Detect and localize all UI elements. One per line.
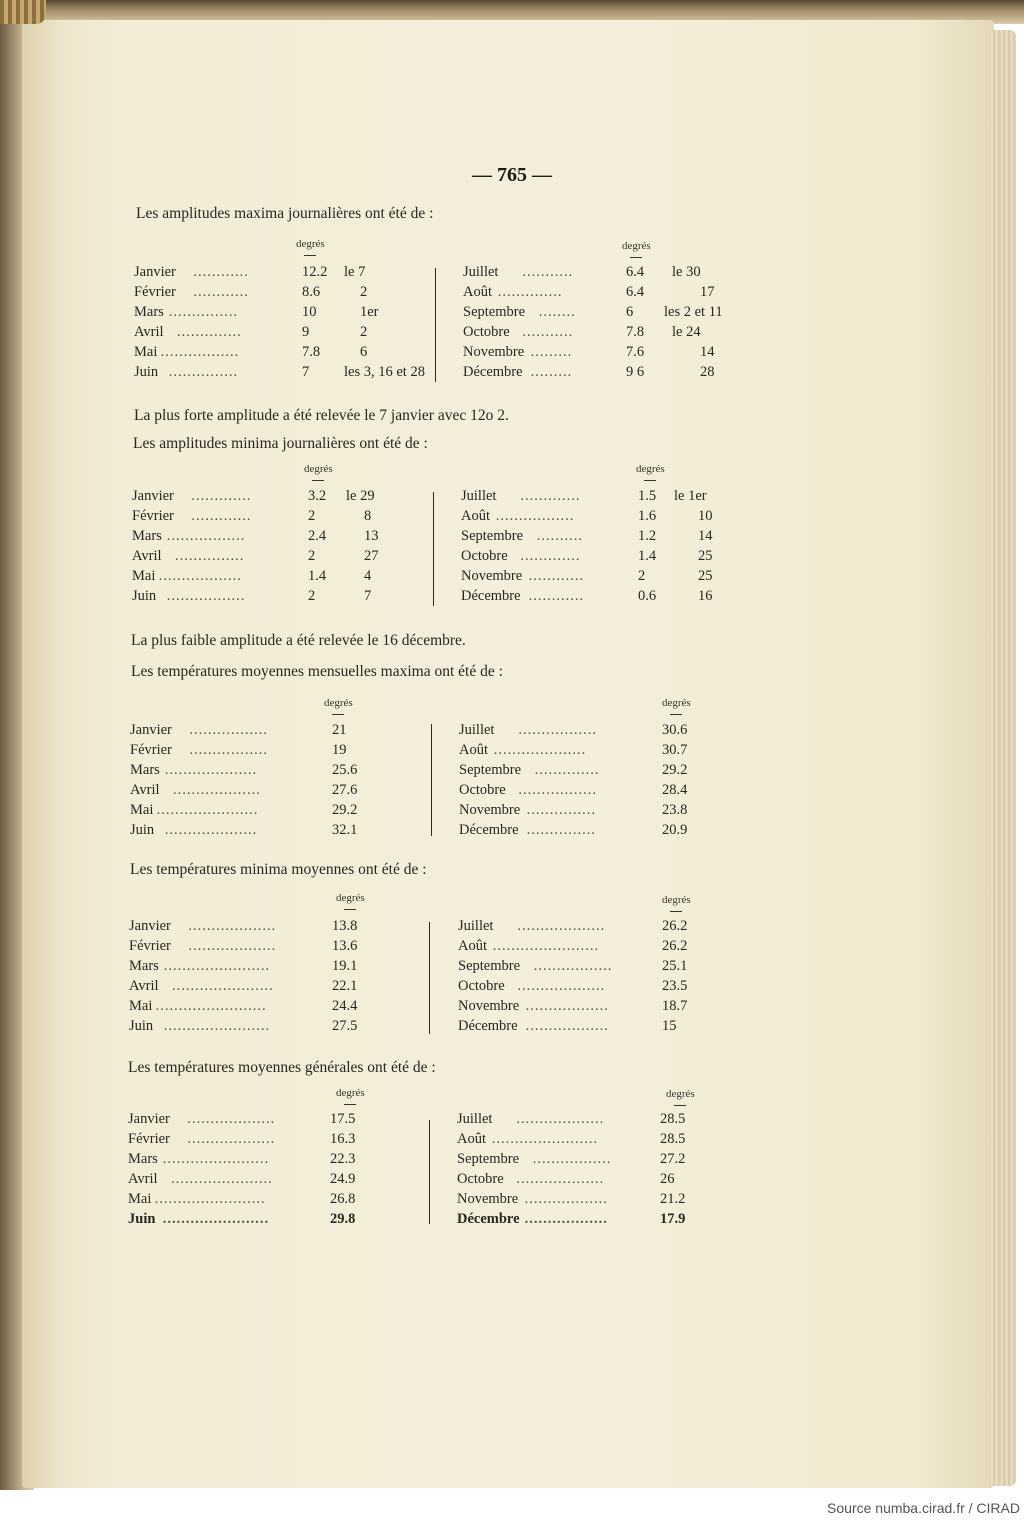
dot-leader: .................: [166, 528, 246, 544]
value-cell: 26.8: [330, 1191, 356, 1207]
month-label: Juillet: [463, 264, 499, 280]
dot-leader: .............: [191, 488, 252, 504]
month-label: Avril: [134, 324, 164, 340]
month-label: Février: [129, 938, 171, 954]
month-label: Juin: [132, 588, 157, 604]
dot-leader: ..............: [497, 284, 563, 300]
month-label: Septembre: [461, 528, 524, 544]
dot-leader: .................: [533, 958, 613, 974]
value-cell: 19.1: [332, 958, 358, 974]
value-cell: 26: [660, 1171, 675, 1187]
date-note: 2: [360, 324, 368, 340]
dot-leader: ..................: [525, 1018, 609, 1034]
dot-leader: ...............: [526, 822, 596, 838]
date-note: 16: [698, 588, 713, 604]
date-note: 14: [698, 528, 713, 544]
dot-leader: .................: [518, 782, 598, 798]
dot-leader: ...................: [173, 782, 261, 798]
column-divider: [431, 724, 432, 836]
value-cell: 25.1: [662, 958, 688, 974]
month-label: Octobre: [457, 1171, 504, 1187]
date-note: les 2 et 11: [664, 304, 723, 320]
value-cell: 30.6: [662, 722, 688, 738]
column-divider: [433, 492, 434, 606]
dot-leader: .................: [189, 742, 269, 758]
dot-leader: ...............: [526, 802, 596, 818]
dot-leader: ...............: [168, 364, 239, 380]
month-label: Juillet: [461, 488, 497, 504]
dot-leader: ..................: [158, 568, 242, 584]
month-label: Décembre: [457, 1211, 520, 1227]
date-note: le 30: [672, 264, 701, 280]
month-label: Novembre: [459, 802, 521, 818]
date-note: le 7: [344, 264, 366, 280]
month-label: Octobre: [461, 548, 508, 564]
dot-leader: .............: [520, 548, 581, 564]
month-label: Mars: [128, 1151, 158, 1167]
value-cell: 10: [302, 304, 317, 320]
month-label: Décembre: [463, 364, 523, 380]
dot-leader: .................: [160, 344, 240, 360]
value-cell: 29.2: [332, 802, 358, 818]
value-cell: 2: [308, 548, 316, 564]
month-label: Mai: [128, 1191, 152, 1207]
month-label: Décembre: [458, 1018, 518, 1034]
month-label: Juin: [128, 1211, 156, 1227]
value-cell: 17.9: [660, 1211, 686, 1227]
month-label: Novembre: [457, 1191, 519, 1207]
unit-label: degrés: [662, 697, 691, 709]
value-cell: 7.8: [302, 344, 321, 360]
month-label: Novembre: [463, 344, 525, 360]
dot-leader: ...................: [187, 1131, 276, 1147]
date-note: 17: [700, 284, 715, 300]
value-cell: 2.4: [308, 528, 327, 544]
value-cell: 25.6: [332, 762, 358, 778]
month-label: Mars: [129, 958, 159, 974]
month-label: Octobre: [463, 324, 510, 340]
month-label: Mai: [129, 998, 153, 1014]
month-label: Janvier: [132, 488, 174, 504]
value-cell: 26.2: [662, 918, 688, 934]
month-label: Juillet: [457, 1111, 493, 1127]
dot-leader: ...................: [516, 1111, 605, 1127]
value-cell: 1.4: [638, 548, 657, 564]
value-cell: 7.8: [626, 324, 645, 340]
date-note: 6: [360, 344, 368, 360]
column-divider: [435, 268, 436, 382]
column-divider: [429, 922, 430, 1034]
date-note: 2: [360, 284, 368, 300]
month-label: Novembre: [458, 998, 520, 1014]
unit-label: degrés: [622, 240, 651, 252]
dot-leader: .........: [530, 364, 573, 380]
dot-leader: ....................: [493, 742, 587, 758]
month-label: Février: [130, 742, 172, 758]
dot-leader: ......................: [172, 978, 274, 994]
month-label: Octobre: [459, 782, 506, 798]
month-label: Décembre: [459, 822, 519, 838]
month-label: Septembre: [463, 304, 526, 320]
month-label: Octobre: [458, 978, 505, 994]
section-heading: Les températures minima moyennes ont été de :: [130, 861, 427, 878]
month-label: Mai: [134, 344, 158, 360]
dot-leader: .................: [166, 588, 246, 604]
value-cell: 7.6: [626, 344, 645, 360]
month-label: Août: [457, 1131, 486, 1147]
section-heading: Les températures moyennes mensuelles maxima ont été de :: [131, 663, 503, 680]
month-label: Juillet: [459, 722, 495, 738]
dot-leader: .................: [495, 508, 575, 524]
value-cell: 19: [332, 742, 347, 758]
month-label: Mars: [134, 304, 164, 320]
dot-leader: .......................: [492, 938, 600, 954]
statement-min-amplitude: La plus faible amplitude a été relevée le 16 décembre.: [131, 632, 466, 649]
column-divider: [429, 1120, 430, 1224]
dot-leader: ...........: [522, 264, 574, 280]
date-note: 4: [364, 568, 372, 584]
value-cell: 20.9: [662, 822, 688, 838]
value-cell: 12.2: [302, 264, 328, 280]
date-note: 25: [698, 548, 713, 564]
page-number: — 765 —: [472, 164, 552, 186]
value-cell: 28.5: [660, 1131, 686, 1147]
dot-leader: ...................: [187, 1111, 276, 1127]
date-note: le 24: [672, 324, 701, 340]
date-note: 7: [364, 588, 372, 604]
value-cell: 7: [302, 364, 310, 380]
month-label: Janvier: [128, 1111, 170, 1127]
dot-leader: ..................: [524, 1191, 608, 1207]
value-cell: 23.8: [662, 802, 688, 818]
statement-max-amplitude: La plus forte amplitude a été relevée le 7 janvier avec 12o 2.: [134, 407, 509, 424]
value-cell: 30.7: [662, 742, 688, 758]
dot-leader: .................: [532, 1151, 612, 1167]
value-cell: 0.6: [638, 588, 657, 604]
dot-leader: ..........: [536, 528, 584, 544]
dot-leader: .............: [520, 488, 581, 504]
dot-leader: ..............: [177, 324, 242, 340]
value-cell: 6: [626, 304, 634, 320]
dot-leader: ............: [528, 588, 585, 604]
value-cell: 29.2: [662, 762, 688, 778]
value-cell: 9 6: [626, 364, 645, 380]
value-cell: 21.2: [660, 1191, 686, 1207]
dot-leader: .......................: [162, 1151, 270, 1167]
value-cell: 1.6: [638, 508, 657, 524]
month-label: Janvier: [134, 264, 176, 280]
dot-leader: ........................: [155, 998, 267, 1014]
value-cell: 28.5: [660, 1111, 686, 1127]
month-label: Mars: [130, 762, 160, 778]
month-label: Juillet: [458, 918, 494, 934]
value-cell: 27.2: [660, 1151, 686, 1167]
dot-leader: .................: [518, 722, 598, 738]
unit-label: degrés: [336, 1087, 365, 1099]
dot-leader: ...................: [188, 918, 277, 934]
month-label: Juin: [129, 1018, 154, 1034]
value-cell: 1.5: [638, 488, 657, 504]
dot-leader: ............: [193, 264, 249, 280]
month-label: Septembre: [459, 762, 522, 778]
section-heading: Les températures moyennes générales ont été de :: [128, 1059, 436, 1076]
month-label: Mai: [130, 802, 154, 818]
value-cell: 23.5: [662, 978, 688, 994]
dot-leader: ............: [193, 284, 249, 300]
dot-leader: ......................: [171, 1171, 273, 1187]
value-cell: 27.5: [332, 1018, 358, 1034]
dot-leader: ...................: [517, 978, 606, 994]
month-label: Avril: [130, 782, 160, 798]
date-note: 14: [700, 344, 715, 360]
date-note: les 3, 16 et 28: [344, 364, 425, 380]
dot-leader: .......................: [491, 1131, 599, 1147]
value-cell: 28.4: [662, 782, 688, 798]
value-cell: 17.5: [330, 1111, 356, 1127]
month-label: Décembre: [461, 588, 521, 604]
dot-leader: ...................: [516, 1171, 605, 1187]
month-label: Juin: [134, 364, 159, 380]
date-note: 10: [698, 508, 713, 524]
value-cell: 6.4: [626, 284, 645, 300]
value-cell: 15: [662, 1018, 677, 1034]
month-label: Février: [128, 1131, 170, 1147]
value-cell: 16.3: [330, 1131, 356, 1147]
month-label: Janvier: [129, 918, 171, 934]
value-cell: 2: [308, 508, 316, 524]
month-label: Mai: [132, 568, 156, 584]
dot-leader: ......................: [156, 802, 259, 818]
month-label: Novembre: [461, 568, 523, 584]
month-label: Août: [461, 508, 490, 524]
value-cell: 3.2: [308, 488, 327, 504]
dot-leader: ....................: [164, 822, 258, 838]
month-label: Février: [132, 508, 174, 524]
unit-label: degrés: [336, 892, 365, 904]
dot-leader: .......................: [163, 958, 271, 974]
value-cell: 1.2: [638, 528, 657, 544]
month-label: Août: [458, 938, 487, 954]
date-note: 27: [364, 548, 379, 564]
value-cell: 24.9: [330, 1171, 356, 1187]
value-cell: 8.6: [302, 284, 321, 300]
date-note: 8: [364, 508, 372, 524]
value-cell: 13.6: [332, 938, 358, 954]
unit-label: degrés: [304, 463, 333, 475]
date-note: 25: [698, 568, 713, 584]
value-cell: 21: [332, 722, 347, 738]
month-label: Février: [134, 284, 176, 300]
dot-leader: .......................: [162, 1211, 270, 1227]
unit-label: degrés: [296, 238, 325, 250]
dot-leader: ...................: [188, 938, 277, 954]
month-label: Août: [463, 284, 492, 300]
value-cell: 26.2: [662, 938, 688, 954]
value-cell: 24.4: [332, 998, 358, 1014]
dot-leader: .........: [530, 344, 573, 360]
dot-leader: ...................: [517, 918, 606, 934]
dot-leader: ...............: [168, 304, 239, 320]
date-note: 13: [364, 528, 379, 544]
dot-leader: ...........: [522, 324, 574, 340]
value-cell: 6.4: [626, 264, 645, 280]
unit-label: degrés: [636, 463, 665, 475]
dot-leader: ..............: [534, 762, 600, 778]
date-note: 1er: [360, 304, 379, 320]
section-heading: Les amplitudes minima journalières ont été de :: [133, 435, 428, 452]
value-cell: 9: [302, 324, 310, 340]
dot-leader: ....................: [164, 762, 258, 778]
month-label: Avril: [132, 548, 162, 564]
dot-leader: .................: [189, 722, 269, 738]
source-credit: Source numba.cirad.fr / CIRAD: [827, 1500, 1020, 1516]
value-cell: 13.8: [332, 918, 358, 934]
value-cell: 1.4: [308, 568, 327, 584]
section-heading: Les amplitudes maxima journalières ont été de :: [136, 205, 434, 222]
month-label: Septembre: [457, 1151, 520, 1167]
unit-label: degrés: [662, 894, 691, 906]
dot-leader: ..................: [524, 1211, 608, 1227]
dot-leader: ...............: [175, 548, 245, 564]
month-label: Juin: [130, 822, 155, 838]
month-label: Août: [459, 742, 488, 758]
unit-label: degrés: [324, 697, 353, 709]
dot-leader: ............: [528, 568, 585, 584]
value-cell: 27.6: [332, 782, 358, 798]
month-label: Janvier: [130, 722, 172, 738]
month-label: Septembre: [458, 958, 521, 974]
unit-label: degrés: [666, 1088, 695, 1100]
dot-leader: ........: [538, 304, 576, 320]
value-cell: 22.3: [330, 1151, 356, 1167]
value-cell: 18.7: [662, 998, 688, 1014]
value-cell: 2: [638, 568, 646, 584]
dot-leader: ........................: [154, 1191, 266, 1207]
month-label: Mars: [132, 528, 162, 544]
value-cell: 2: [308, 588, 316, 604]
date-note: le 1er: [674, 488, 707, 504]
month-label: Avril: [129, 978, 159, 994]
month-label: Avril: [128, 1171, 158, 1187]
dot-leader: .......................: [163, 1018, 271, 1034]
dot-leader: .............: [191, 508, 252, 524]
dot-leader: ..................: [525, 998, 609, 1014]
value-cell: 22.1: [332, 978, 358, 994]
value-cell: 32.1: [332, 822, 358, 838]
date-note: le 29: [346, 488, 375, 504]
date-note: 28: [700, 364, 715, 380]
value-cell: 29.8: [330, 1211, 356, 1227]
